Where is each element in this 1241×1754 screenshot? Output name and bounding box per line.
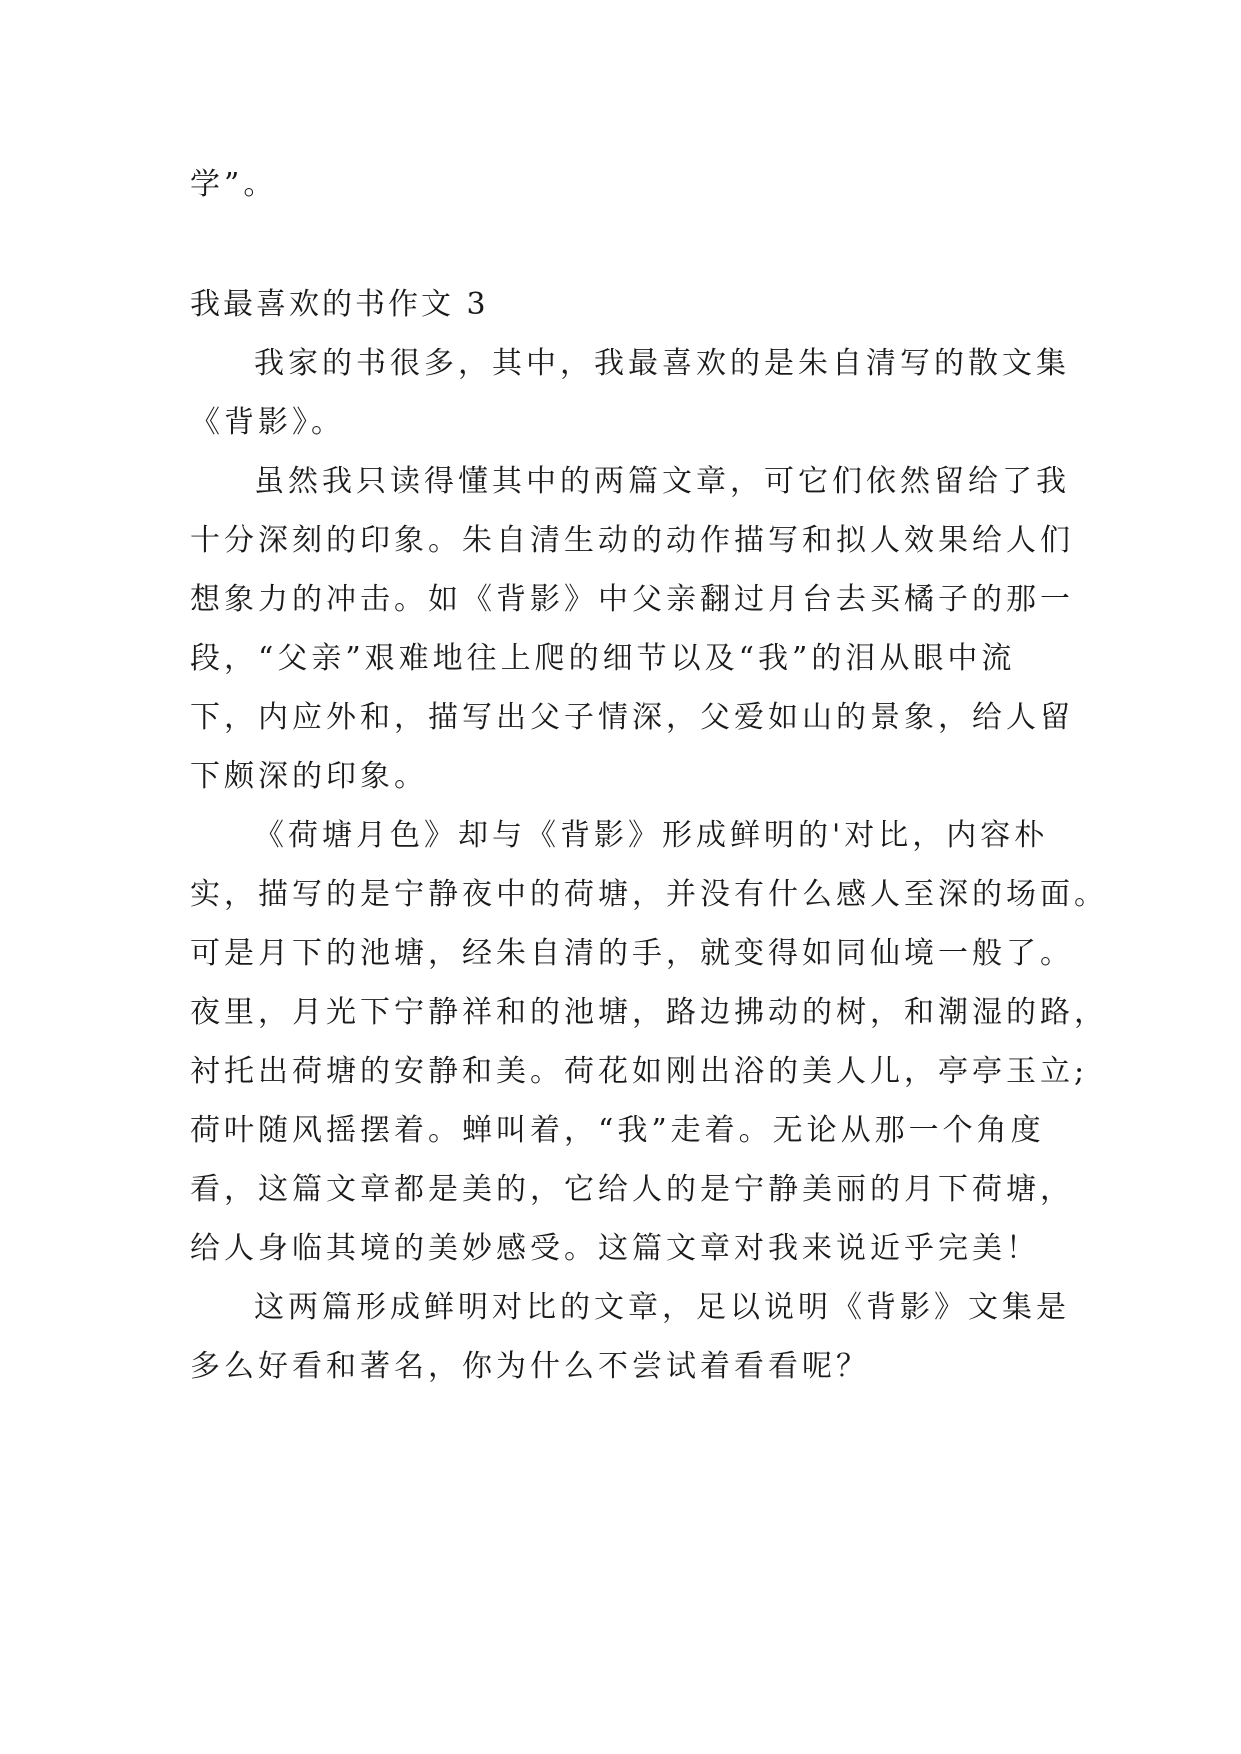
text-line: 看，这篇文章都是美的，它给人的是宁静美丽的月下荷塘， [190,1172,1074,1207]
paragraph [190,452,1074,806]
text-line: 《荷塘月色》却与《背影》形成鲜明的'对比，内容朴 [254,818,1049,853]
text-line: 多么好看和著名，你为什么不尝试着看看呢？ [190,1349,870,1384]
text-line: 想象力的冲击。如《背影》中父亲翻过月台去买橘子的那一 [190,582,1074,617]
text-line: 下颇深的印象。 [190,759,428,794]
continuation-text [190,155,1070,214]
text-line: 荷叶随风摇摆着。蝉叫着，“我”走着。无论从那一个角度 [190,1113,1045,1148]
essay-body [190,334,1108,1396]
text-line: 《背影》。 [190,405,345,440]
text-line: 给人身临其境的美妙感受。这篇文章对我来说近乎完美！ [190,1231,1040,1266]
text-line: 这两篇形成鲜明对比的文章，足以说明《背影》文集是 [254,1290,1070,1325]
essay-heading [190,275,1070,334]
text-line: 我家的书很多，其中，我最喜欢的是朱自清写的散文集 [254,346,1070,381]
text-line: 可是月下的池塘，经朱自清的手，就变得如同仙境一般了。 [190,936,1074,971]
heading-text: 我最喜欢的书作文 3 [190,287,489,322]
text-line: 实，描写的是宁静夜中的荷塘，并没有什么感人至深的场面。 [190,877,1108,912]
text-line: 十分深刻的印象。朱自清生动的动作描写和拟人效果给人们 [190,523,1074,558]
text-line: 夜里，月光下宁静祥和的池塘，路边拂动的树，和潮湿的路， [190,995,1108,1030]
paragraph [190,1278,1070,1396]
paragraph [190,806,1108,1278]
text-line: 段，“父亲”艰难地往上爬的细节以及“我”的泪从眼中流 [190,641,1016,676]
paragraph [190,334,1070,452]
text-line: 下，内应外和，描写出父子情深，父爱如山的景象，给人留 [190,700,1074,735]
text-line: 衬托出荷塘的安静和美。荷花如刚出浴的美人儿，亭亭玉立; [190,1054,1089,1089]
text-line: 虽然我只读得懂其中的两篇文章，可它们依然留给了我 [254,464,1070,499]
text-line: 学”。 [190,167,278,202]
